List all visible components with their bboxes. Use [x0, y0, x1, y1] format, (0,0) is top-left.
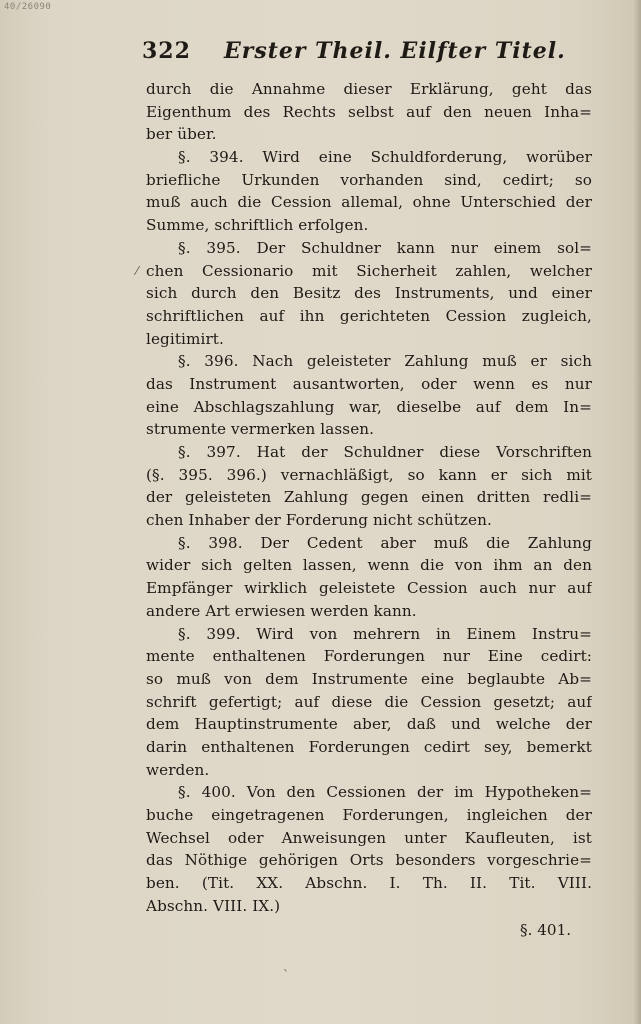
text-line: chen Inhaber der Forderung nicht schützen.: [146, 511, 492, 530]
text-line: Summe, schriftlich erfolgen.: [146, 216, 369, 235]
text-line: eine Abschlagszahlung war, dieselbe auf dem In=: [146, 397, 592, 416]
text-line: Wechsel oder Anweisungen unter Kaufleuten, ist: [146, 828, 592, 847]
running-title: Erster Theil. Eilfter Titel.: [224, 38, 566, 64]
text-line: Abschn. VIII. IX.): [146, 896, 281, 915]
text-line: andere Art erwiesen werden kann.: [146, 601, 417, 620]
text-line: dem Hauptinstrumente aber, daß und welche der: [146, 715, 592, 734]
text-line: so muß von dem Instrumente eine beglaubte Ab=: [146, 669, 592, 688]
text-line: werden.: [146, 760, 210, 779]
paragraph-394-start: §. 394. Wird eine Schuldforderung, worüber: [178, 148, 592, 167]
text-line: (§. 395. 396.) vernachläßigt, so kann er sich mit: [146, 465, 592, 484]
text-line: sich durch den Besitz des Instruments, und einer: [146, 284, 592, 303]
text-line: strumente vermerken lassen.: [146, 420, 375, 439]
margin-tick-mark: ⁄: [136, 264, 139, 278]
text-line: legitimirt.: [146, 329, 224, 348]
library-stamp: 40/26090: [4, 2, 52, 12]
text-line: ber über.: [146, 125, 217, 144]
text-line: mente enthaltenen Forderungen nur Eine cedirt:: [146, 647, 592, 666]
paragraph-398-start: §. 398. Der Cedent aber muß die Zahlung: [178, 533, 592, 552]
paragraph-397-start: §. 397. Hat der Schuldner diese Vorschriften: [178, 443, 592, 461]
text-line: das Nöthige gehörigen Orts besonders vorgeschrie=: [146, 851, 592, 870]
paragraph-399-start: §. 399. Wird von mehrern in Einem Instru=: [178, 624, 592, 643]
page-edge-shadow: [633, 0, 641, 1024]
ink-speck-mark: ˋ: [283, 968, 289, 982]
text-line: buche eingetragenen Forderungen, ingleichen der: [146, 806, 592, 824]
paragraph-396-start: §. 396. Nach geleisteter Zahlung muß er sich: [178, 352, 592, 371]
text-line: muß auch die Cession allemal, ohne Unterschied der: [146, 193, 592, 212]
paragraph-400-start: §. 400. Von den Cessionen der im Hypotheken=: [178, 783, 592, 802]
paragraph-395-start: §. 395. Der Schuldner kann nur einem sol=: [178, 238, 592, 257]
text-line: Eigenthum des Rechts selbst auf den neuen Inha=: [146, 102, 592, 121]
text-line: Empfänger wirklich geleistete Cession auch nur auf: [146, 579, 592, 598]
text-line: das Instrument ausantworten, oder wenn es nur: [146, 374, 592, 393]
text-line: wider sich gelten lassen, wenn die von ihm an den: [146, 556, 592, 575]
text-line: durch die Annahme dieser Erklärung, geht das: [146, 80, 592, 98]
body-text: [146, 78, 592, 917]
running-header: [142, 38, 566, 72]
text-line: ben. (Tit. XX. Abschn. I. Th. II. Tit. VIII.: [146, 874, 592, 893]
text-line: der geleisteten Zahlung gegen einen dritten redli=: [146, 488, 592, 507]
catchword: §. 401.: [520, 921, 572, 939]
text-line: schrift gefertigt; auf diese die Cession gesetzt; auf: [146, 692, 592, 711]
text-line: darin enthaltenen Forderungen cedirt sey, bemerkt: [146, 737, 592, 756]
text-line: chen Cessionario mit Sicherheit zahlen, welcher: [146, 261, 592, 280]
page-number: 322: [142, 38, 191, 64]
text-line: briefliche Urkunden vorhanden sind, cedirt; so: [146, 170, 592, 189]
text-line: schriftlichen auf ihn gerichteten Cession zugleich,: [146, 306, 592, 325]
